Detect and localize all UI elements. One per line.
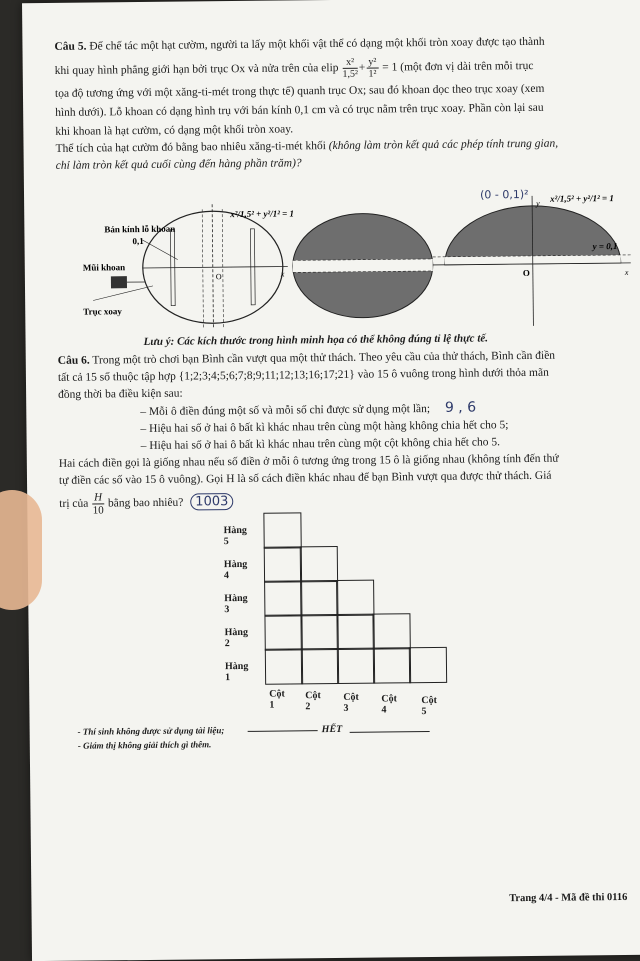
col-label-2: Cột 2 — [305, 690, 321, 712]
q6-line6b: bằng bao nhiêu? — [108, 497, 183, 510]
q6-cond2: – Hiệu hai số ở hai ô bất kì khác nhau trên cùng một hàng không chia hết cho 5; — [58, 416, 638, 439]
col-label-3: Cột 3 — [343, 692, 359, 714]
q6-cond1: – Mỗi ô điền đúng một số và mỗi số chỉ được sử dụng một lần; 9 , 6 — [58, 398, 638, 422]
label-eq-right: x²/1,5² + y²/1² = 1 — [549, 193, 614, 204]
ellipse-drill-diagram — [82, 203, 295, 330]
col-label-5: Cột 5 — [421, 695, 437, 717]
grid-cell[interactable] — [300, 546, 338, 582]
grid-cell[interactable] — [264, 580, 302, 616]
col-label-4: Cột 4 — [381, 693, 397, 715]
q5-line6-italic: (không làm tròn kết quả các phép tính trung gian, — [329, 138, 558, 152]
label-axis: Trục xoay — [83, 306, 122, 316]
col-label-1: Cột 1 — [269, 689, 285, 711]
footer-note-1: - Thí sinh không được sử dụng tài liệu; — [78, 725, 225, 737]
q6-cond3: – Hiệu hai số ở hai ô bất kì khác nhau trên cùng một cột không chia hết cho 5. — [59, 433, 639, 456]
grid-cell[interactable] — [373, 647, 411, 683]
svg-text:O: O — [216, 272, 222, 281]
grid-cell[interactable] — [264, 614, 302, 650]
grid-cell[interactable] — [301, 648, 339, 684]
label-01: 0,1 — [132, 236, 144, 246]
grid-cell[interactable] — [409, 647, 447, 683]
grid-cell[interactable] — [263, 512, 301, 548]
label-y01: y = 0,1 — [592, 241, 618, 251]
q5-label: Câu 5. — [54, 41, 86, 53]
handwritten-answer: 1003 — [190, 493, 233, 510]
grid-cell[interactable] — [264, 546, 302, 582]
footer-note-2: - Giám thị không giải thích gì thêm. — [78, 739, 212, 750]
q6-label: Câu 6. — [58, 355, 90, 367]
grid-cell[interactable] — [336, 580, 374, 616]
exam-page — [22, 0, 640, 961]
h-over-10: $\frac{H}{10}$ — [92, 491, 104, 516]
svg-text:x: x — [280, 269, 285, 278]
drill-bit — [111, 276, 127, 288]
handwritten-note: (0 - 0,1)² — [480, 188, 529, 202]
q6-line6: trị của — [59, 498, 88, 510]
question-5: Câu 5. Để chế tác một hạt cườm, người ta lấy một khối vật thể có dạng một khối tròn xoay được tạo thành khi quay hình phẳng giới hạn bởi trục Ox và nửa trên của elip $\frac{\text{x²}}{\text{1,5²}}$ + $\frac{\text{y²}}{\text{1²}}$ = 1 (một đơn vị dài trên mỗi trục tọa độ tương ứng với một xăng-ti-mét trong thực tế) quanh trục Ox; sau đó khoan dọc theo trục xoay (xem hình dưới). Lỗ khoan có dạng hình trụ với bán kính 0,1 cm và có trục nằm trên trục xoay. Phần còn lại sau khi khoan là hạt cườm, có dạng một khối tròn xoay. Thể tích của hạt cườm đó bằng bao nhiêu xăng-ti-mét khối (không làm tròn kết quả các phép tính trung gian, chỉ làm tròn kết quả cuối cùng đến hàng phần trăm)? — [54, 33, 635, 175]
q5-line4: hình dưới). Lỗ khoan có dạng hình trụ với bán kính 0,1 cm và có trục nằm trên trục xoay. Phần còn lại sau — [55, 99, 635, 122]
grid-cell[interactable] — [337, 648, 375, 684]
footer-rule-left — [248, 730, 318, 732]
row-label-3: Hàng 3 — [224, 593, 248, 615]
q6-line4: Hai cách điền gọi là giống nhau nếu số điền ở mỗi ô tương ứng trong 15 ô là giống nhau (không tính đến thứ — [59, 450, 639, 473]
row-label-5: Hàng 5 — [223, 525, 247, 547]
grid-cell[interactable] — [300, 614, 338, 650]
grid-cell[interactable] — [300, 580, 338, 616]
thumb — [0, 490, 42, 610]
q5-line5: khi khoan là hạt cườm, có dạng một khối tròn xoay. — [55, 118, 635, 141]
ellipse-term-x: $\frac{\text{x²}}{\text{1,5²}}$ — [342, 57, 358, 80]
footer-het: HẾT — [322, 724, 343, 735]
q6-line1: Trong một trò chơi bạn Bình cần vượt qua một thử thách. Theo yêu cầu của thử thách, Bình cần điền — [92, 350, 555, 367]
svg-text:x: x — [624, 268, 629, 277]
q6-line5: tự điền các số vào 15 ô vuông). Gọi H là số cách điền khác nhau để bạn Bình vượt qua được thử thách. Giá — [59, 467, 639, 490]
question-6 — [58, 347, 640, 517]
handwritten-cond: 9 , 6 — [445, 400, 476, 416]
q5-line7: chỉ làm tròn kết quả cuối cùng đến hàng phần trăm)? — [56, 152, 636, 175]
row-label-2: Hàng 2 — [225, 627, 249, 649]
q5-line3: tọa độ tương ứng với một xăng-ti-mét trong thực tế) quanh trục Ox; sau đó khoan dọc theo trục xoay (xem — [55, 80, 635, 103]
footer-rule-right — [350, 731, 430, 733]
half-ellipse-graph — [432, 187, 631, 327]
svg-text:y: y — [535, 199, 540, 208]
q5-line1: Để chế tác một hạt cườm, người ta lấy một khối vật thể có dạng một khối tròn xoay được tạo thành — [89, 36, 544, 53]
row-label-4: Hàng 4 — [224, 559, 248, 581]
figure-note: Lưu ý: Các kích thước trong hình minh họa có thể không đúng tỉ lệ thực tế. — [143, 330, 488, 351]
grid-cell[interactable] — [372, 613, 410, 649]
q6-line2: tất cả 15 số thuộc tập hợp {1;2;3;4;5;6;7;8;9;11;12;13;16;17;21} vào 15 ô vuông trong hình dưới thỏa mãn — [58, 364, 638, 387]
ellipse-term-y: $\frac{\text{y²}}{\text{1²}}$ — [366, 57, 378, 80]
label-radius: Bán kính lỗ khoan — [104, 224, 175, 235]
page-number: Trang 4/4 - Mã đề thi 0116 — [509, 892, 627, 904]
label-drill: Mũi khoan — [83, 262, 125, 272]
grid-cell[interactable] — [336, 614, 374, 650]
bead-figure — [52, 185, 634, 346]
q5-line6: Thể tích của hạt cườm đó bằng bao nhiêu xăng-ti-mét khối — [55, 140, 325, 155]
svg-text:O: O — [523, 268, 530, 278]
q6-line3: đồng thời ba điều kiện sau: — [58, 381, 638, 404]
q5-eq-tail: = 1 (một đơn vị dài trên mỗi trục — [382, 60, 533, 74]
row-label-1: Hàng 1 — [225, 661, 249, 683]
bead-cross-section — [292, 213, 433, 318]
grid-cell[interactable] — [265, 648, 303, 684]
q5-line2: khi quay hình phẳng giới hạn bởi trục Ox và nửa trên của elip — [55, 62, 339, 77]
label-eq-left: x²/1,5² + y²/1² = 1 — [229, 208, 294, 219]
